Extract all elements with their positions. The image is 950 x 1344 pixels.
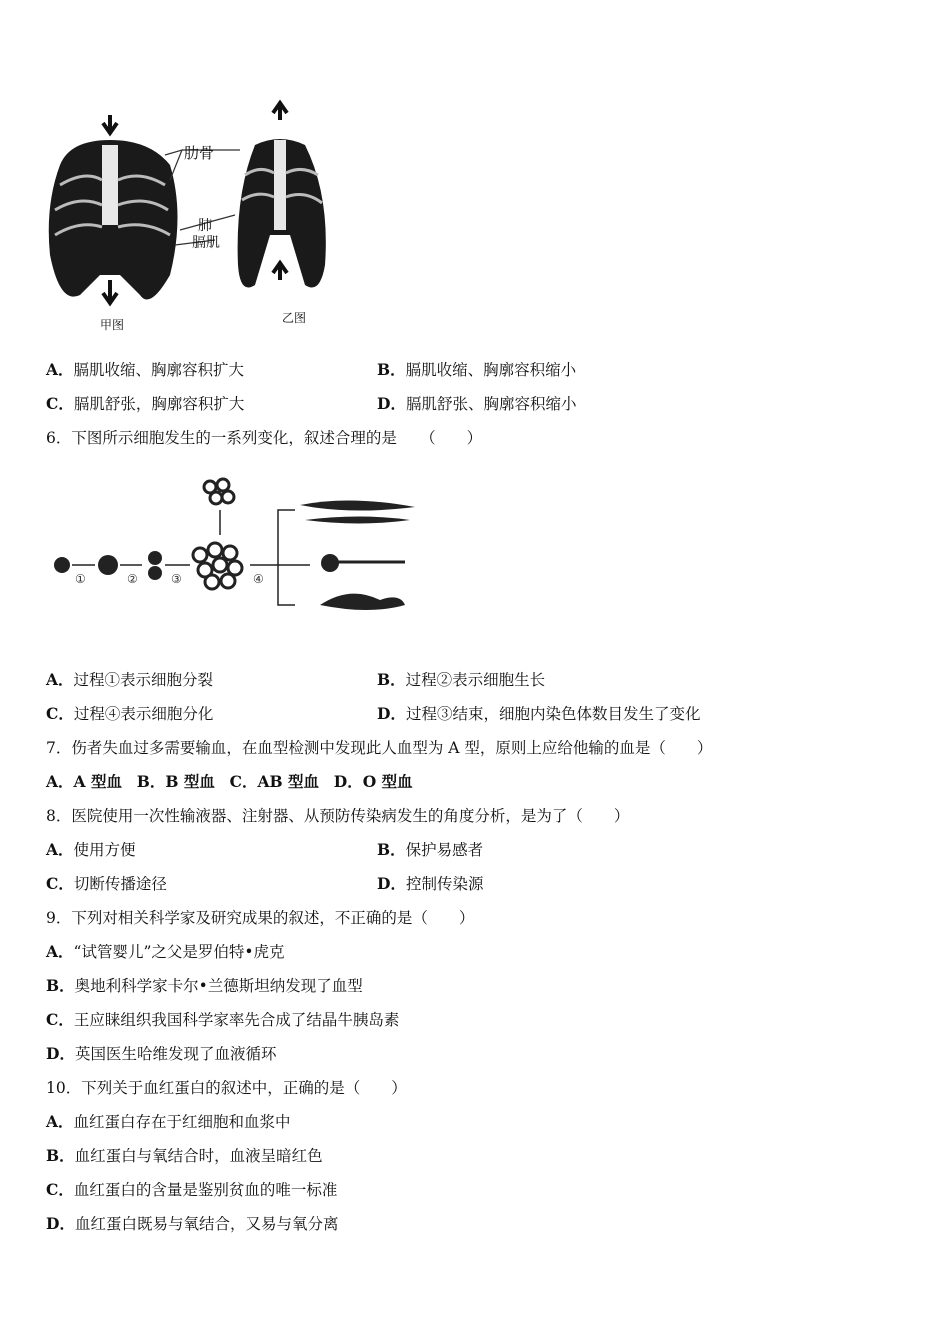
q7-option-a[interactable]: A．A 型血 (46, 772, 122, 791)
q9-stem: 9．下列对相关科学家及研究成果的叙述，不正确的是（ ） (46, 909, 475, 927)
q6-option-c[interactable]: C．过程④表示细胞分化 (46, 704, 214, 723)
q6-option-a[interactable]: A．过程①表示细胞分裂 (46, 670, 214, 689)
q8-option-c[interactable]: C．切断传播途径 (46, 874, 167, 893)
q10-option-c[interactable]: C．血红蛋白的含量是鉴别贫血的唯一标准 (46, 1180, 338, 1199)
q6-option-d[interactable]: D．过程③结束，细胞内染色体数目发生了变化 (377, 704, 701, 723)
q8-option-b[interactable]: B．保护易感者 (377, 840, 484, 859)
q5-option-b[interactable]: B．膈肌收缩、胸廓容积缩小 (377, 360, 577, 379)
q5-option-a[interactable]: A．膈肌收缩、胸廓容积扩大 (46, 360, 245, 379)
label-lung: 肺 (198, 218, 212, 234)
q10-option-a[interactable]: A．血红蛋白存在于红细胞和血浆中 (46, 1112, 291, 1131)
q8-stem: 8．医院使用一次性输液器、注射器、从预防传染病发生的角度分析，是为了（ ） (46, 807, 630, 825)
step-2: ② (127, 572, 138, 586)
ribcage-figure (40, 95, 340, 325)
q8-option-d[interactable]: D．控制传染源 (377, 874, 484, 893)
q10-option-b[interactable]: B．血红蛋白与氧结合时，血液呈暗红色 (46, 1146, 323, 1165)
q10-option-d[interactable]: D．血红蛋白既易与氧结合，又易与氧分离 (46, 1214, 339, 1233)
q9-option-d[interactable]: D．英国医生哈维发现了血液循环 (46, 1044, 277, 1063)
q5-option-c[interactable]: C．膈肌舒张，胸廓容积扩大 (46, 394, 245, 413)
q7-option-b[interactable]: B．B 型血 (136, 772, 215, 791)
cell-division-figure (50, 465, 430, 630)
label-rib: 肋骨 (184, 144, 215, 162)
step-1: ① (75, 572, 86, 586)
step-3: ③ (171, 572, 182, 586)
fig-right-caption: 乙图 (282, 311, 307, 325)
step-4: ④ (253, 572, 264, 586)
q10-stem: 10．下列关于血红蛋白的叙述中，正确的是（ ） (46, 1079, 407, 1097)
fig-left-caption: 甲图 (100, 318, 125, 332)
q9-option-a[interactable]: A．“试管婴儿”之父是罗伯特•虎克 (46, 942, 285, 961)
ribcage-exhale (238, 103, 326, 288)
q7-option-c[interactable]: C．AB 型血 (229, 772, 320, 791)
q9-option-b[interactable]: B．奥地利科学家卡尔•兰德斯坦纳发现了血型 (46, 976, 363, 995)
q5-option-d[interactable]: D．膈肌舒张、胸廓容积缩小 (377, 394, 577, 413)
q6-stem: 6．下图所示细胞发生的一系列变化，叙述合理的是 （ ） (46, 429, 483, 447)
q6-option-b[interactable]: B．过程②表示细胞生长 (377, 670, 546, 689)
q7-options (46, 772, 413, 792)
q7-stem: 7．伤者失血过多需要输血，在血型检测中发现此人血型为 A 型，原则上应给他输的血是（ ） (46, 739, 713, 757)
q8-option-a[interactable]: A．使用方便 (46, 840, 136, 859)
q7-option-d[interactable]: D．O 型血 (333, 772, 413, 791)
ribcage-inhale (49, 115, 178, 303)
q9-option-c[interactable]: C．王应睐组织我国科学家率先合成了结晶牛胰岛素 (46, 1010, 400, 1029)
label-diaphragm: 膈肌 (192, 235, 220, 251)
